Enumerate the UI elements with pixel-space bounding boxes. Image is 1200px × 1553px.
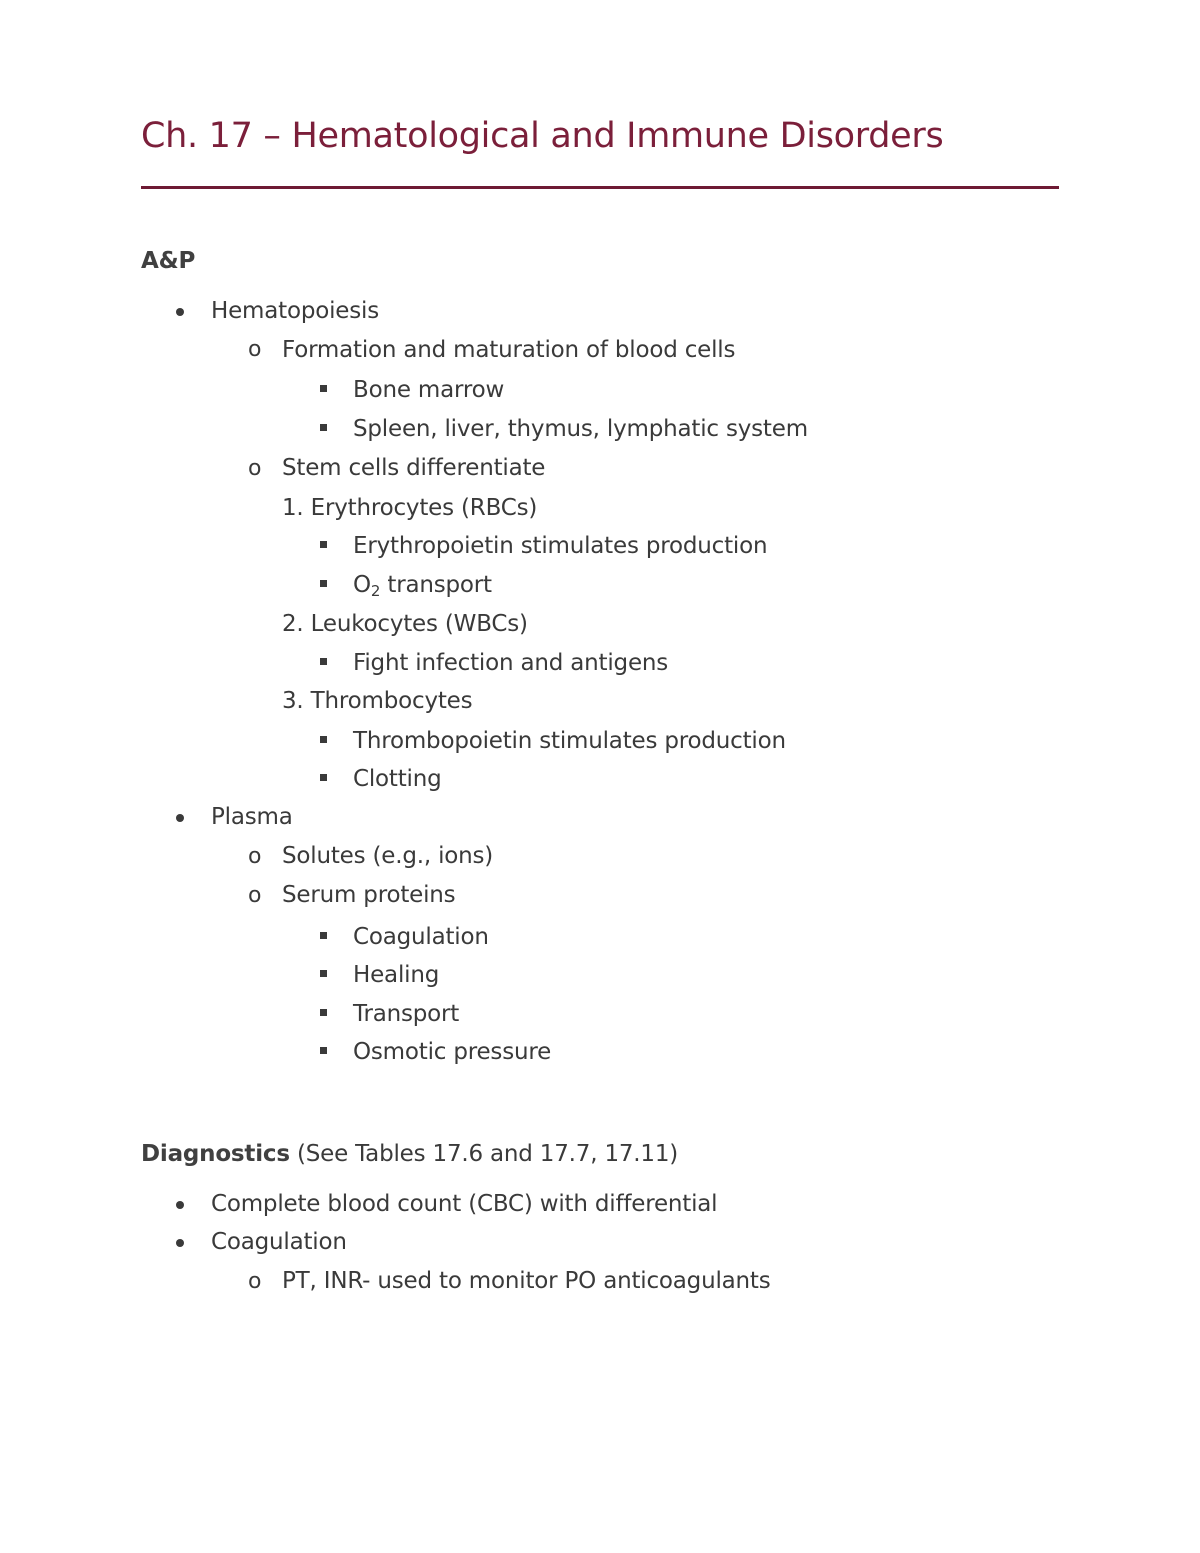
bullet-square-icon — [320, 424, 327, 431]
bullet-disc-icon — [176, 1201, 184, 1209]
list-item: $O_2$ transport — [353, 572, 492, 600]
numbered-item: 1. Erythrocytes (RBCs) — [282, 495, 538, 521]
section-heading-ap: A&P — [141, 248, 196, 274]
bullet-circle-icon: o — [248, 456, 262, 481]
bullet-square-icon — [320, 932, 327, 939]
bullet-disc-icon — [176, 308, 184, 316]
bullet-square-icon — [320, 580, 327, 587]
list-item: Plasma — [211, 804, 293, 830]
numbered-item: 3. Thrombocytes — [282, 688, 473, 714]
list-item: PT, INR- used to monitor PO anticoagulants — [282, 1268, 771, 1294]
bullet-disc-icon — [176, 814, 184, 822]
list-item: Stem cells differentiate — [282, 455, 546, 481]
title-underline — [141, 186, 1059, 189]
list-item: Healing — [353, 962, 440, 988]
list-item: Transport — [353, 1001, 460, 1027]
bullet-square-icon — [320, 970, 327, 977]
bullet-square-icon — [320, 385, 327, 392]
list-item: Complete blood count (CBC) with differential — [211, 1191, 718, 1217]
list-item: Serum proteins — [282, 882, 456, 908]
bullet-square-icon — [320, 1009, 327, 1016]
list-item: Thrombopoietin stimulates production — [353, 728, 786, 754]
bullet-square-icon — [320, 736, 327, 743]
list-item: Coagulation — [211, 1229, 347, 1255]
list-item: Osmotic pressure — [353, 1039, 552, 1065]
section-heading-diagnostics: Diagnostics (See Tables 17.6 and 17.7, 17.11) — [141, 1141, 679, 1167]
bullet-circle-icon: o — [248, 883, 262, 908]
list-item: Fight infection and antigens — [353, 650, 669, 676]
bullet-square-icon — [320, 658, 327, 665]
bullet-circle-icon: o — [248, 337, 262, 362]
numbered-item: 2. Leukocytes (WBCs) — [282, 611, 528, 637]
list-item: Spleen, liver, thymus, lymphatic system — [353, 416, 808, 442]
list-item: Clotting — [353, 766, 442, 792]
list-item: Hematopoiesis — [211, 298, 380, 324]
bullet-square-icon — [320, 541, 327, 548]
list-item: Coagulation — [353, 924, 489, 950]
list-item: Solutes (e.g., ions) — [282, 843, 494, 869]
bullet-square-icon — [320, 1047, 327, 1054]
bullet-circle-icon: o — [248, 1269, 262, 1294]
page-title: Ch. 17 – Hematological and Immune Disorders — [141, 116, 944, 156]
bullet-circle-icon: o — [248, 844, 262, 869]
list-item: Erythropoietin stimulates production — [353, 533, 768, 559]
list-item: Formation and maturation of blood cells — [282, 337, 736, 363]
bullet-disc-icon — [176, 1239, 184, 1247]
bullet-square-icon — [320, 774, 327, 781]
list-item: Bone marrow — [353, 377, 505, 403]
